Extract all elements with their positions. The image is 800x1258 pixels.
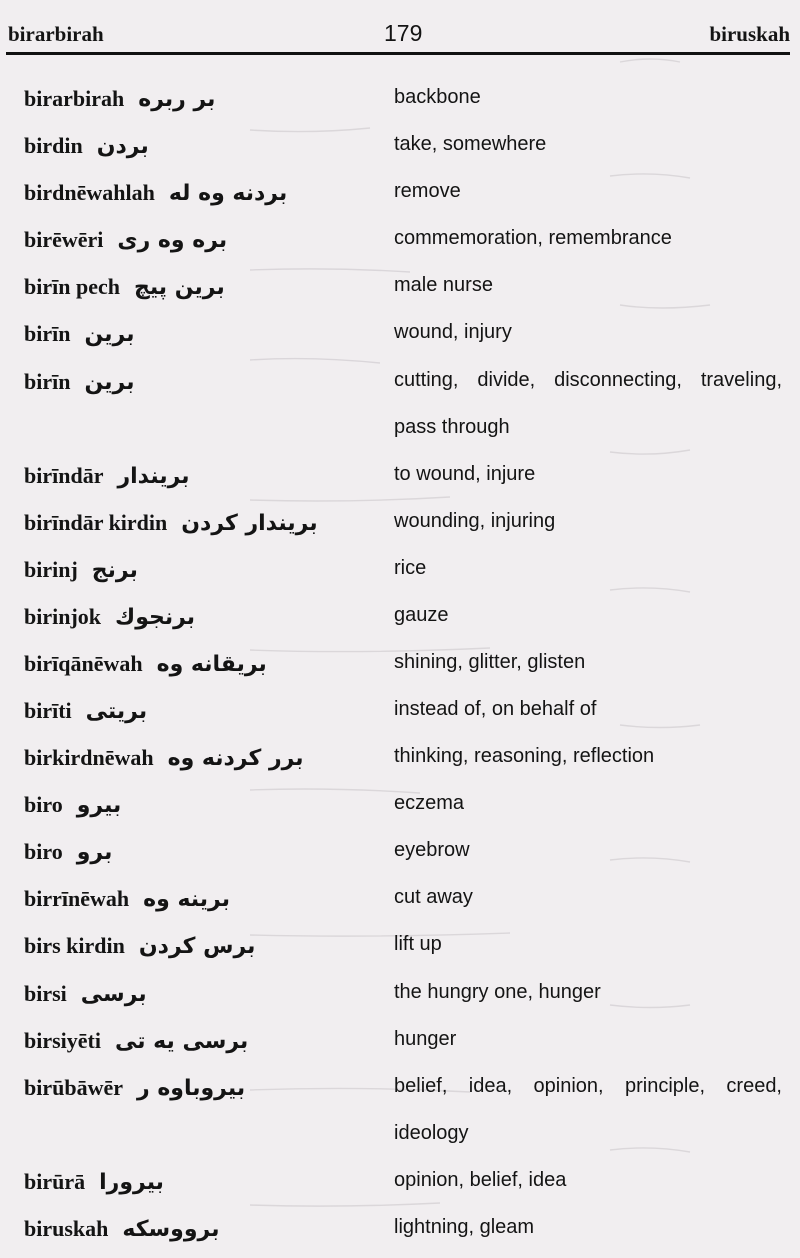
entry-term [24,604,195,630]
entry-term [24,1216,219,1242]
entry-arabic: برينه وه [143,887,230,912]
page-header [0,18,790,50]
entry-definition: instead of, on behalf of [394,698,597,720]
entry-latin: birēwēri [24,227,104,252]
entry-definition: male nurse [394,274,493,296]
entry-arabic: برسى [80,982,147,1007]
entry-latin: birūrā [24,1169,86,1194]
entry-term [24,1028,248,1054]
entry-latin: birs kirdin [24,933,125,958]
entry-latin: biruskah [24,1216,109,1241]
entry-term [24,369,134,395]
entry-latin: birarbirah [24,86,125,111]
entry-arabic: بريندار [117,464,190,489]
entry-arabic: برر كردنه وه [167,746,304,771]
entry-term [24,86,215,112]
entry-arabic: برين پيچ [133,275,225,300]
entry-arabic: برس كردن [138,934,256,959]
entry-definition: lift up [394,933,442,955]
entry-arabic: برنج [91,558,138,583]
entry-definition: wound, injury [394,321,512,343]
entry-arabic: برنجوك [115,605,196,630]
entry-arabic: بريندار كردن [181,511,318,536]
header-last-word: biruskah [709,22,790,46]
entry-latin: birsiyēti [24,1028,101,1053]
entry-arabic: بيروباوه ر [137,1076,246,1101]
entry-term [24,463,190,489]
entry-arabic: برين [84,322,135,347]
entry-term [24,698,147,724]
entry-latin: birrīnēwah [24,886,130,911]
entry-latin: birīn [24,321,71,346]
header-first-word: birarbirah [8,22,104,46]
entry-definition: the hungry one, hunger [394,981,601,1003]
entry-definition: shining, glitter, glisten [394,651,586,673]
entry-latin: birinj [24,557,78,582]
entry-latin: biro [24,792,63,817]
entry-term [24,227,227,253]
entry-latin: birdin [24,133,83,158]
entry-latin: birīndār [24,463,104,488]
entry-term [24,321,134,347]
entry-latin: birīndār kirdin [24,510,168,535]
entry-definition: remove [394,180,461,202]
entry-definition: cut away [394,886,473,908]
entry-term [24,1075,245,1101]
entry-definition: to wound, injure [394,463,536,485]
entry-definition: take, somewhere [394,133,547,155]
entry-arabic: بريقانه وه [156,652,267,677]
entry-latin: birīn pech [24,274,120,299]
entry-definition: thinking, reasoning, reflection [394,745,655,767]
entry-arabic: بردن [96,134,149,159]
entry-term [24,886,230,912]
entry-term [24,745,304,771]
entry-definition: rice [394,557,427,579]
entry-term [24,933,255,959]
entry-definition: lightning, gleam [394,1216,535,1238]
entry-term [24,180,287,206]
page-number: 179 [384,20,423,46]
entry-latin: birīti [24,698,72,723]
entry-arabic: برووسكه [122,1217,220,1242]
entry-definition: opinion, belief, idea [394,1169,567,1191]
entry-term [24,133,149,159]
entry-latin: biro [24,839,63,864]
entry-definition: commemoration, remembrance [394,227,672,249]
entry-term [24,651,267,677]
entry-latin: birdnēwahlah [24,180,155,205]
header-rule [6,52,790,55]
entry-definition: eyebrow [394,839,470,861]
entry-latin: birsi [24,981,67,1006]
entry-term [24,1169,164,1195]
entry-arabic: بريتى [85,699,148,724]
entry-definition: hunger [394,1028,457,1050]
entry-arabic: بردنه وه له [168,181,288,206]
entry-arabic: بيرو [76,793,122,818]
entry-latin: birinjok [24,604,102,629]
entry-arabic: بيرورا [99,1170,164,1195]
entry-arabic: برو [76,840,113,865]
entry-term [24,981,147,1007]
entry-definition: cutting, divide, disconnecting, traveling, pass through [394,369,782,438]
entry-definition: backbone [394,86,481,108]
entry-definition: wounding, injuring [394,510,556,532]
entry-definition: eczema [394,792,465,814]
entry-term [24,557,138,583]
entry-latin: birūbāwēr [24,1075,123,1100]
entry-latin: birīqānēwah [24,651,143,676]
entry-term [24,274,225,300]
entry-definition: belief, idea, opinion, principle, creed, ideology [394,1075,782,1144]
entry-latin: birkirdnēwah [24,745,154,770]
entry-term [24,510,318,536]
entry-arabic: برين [84,370,135,395]
entry-arabic: بر ربره [138,87,216,112]
entry-definition: gauze [394,604,449,626]
entry-arabic: برسى يه تى [115,1029,249,1054]
entry-term [24,792,121,818]
entry-arabic: بره وه رى [117,228,228,253]
entry-latin: birīn [24,369,71,394]
entry-term [24,839,112,865]
